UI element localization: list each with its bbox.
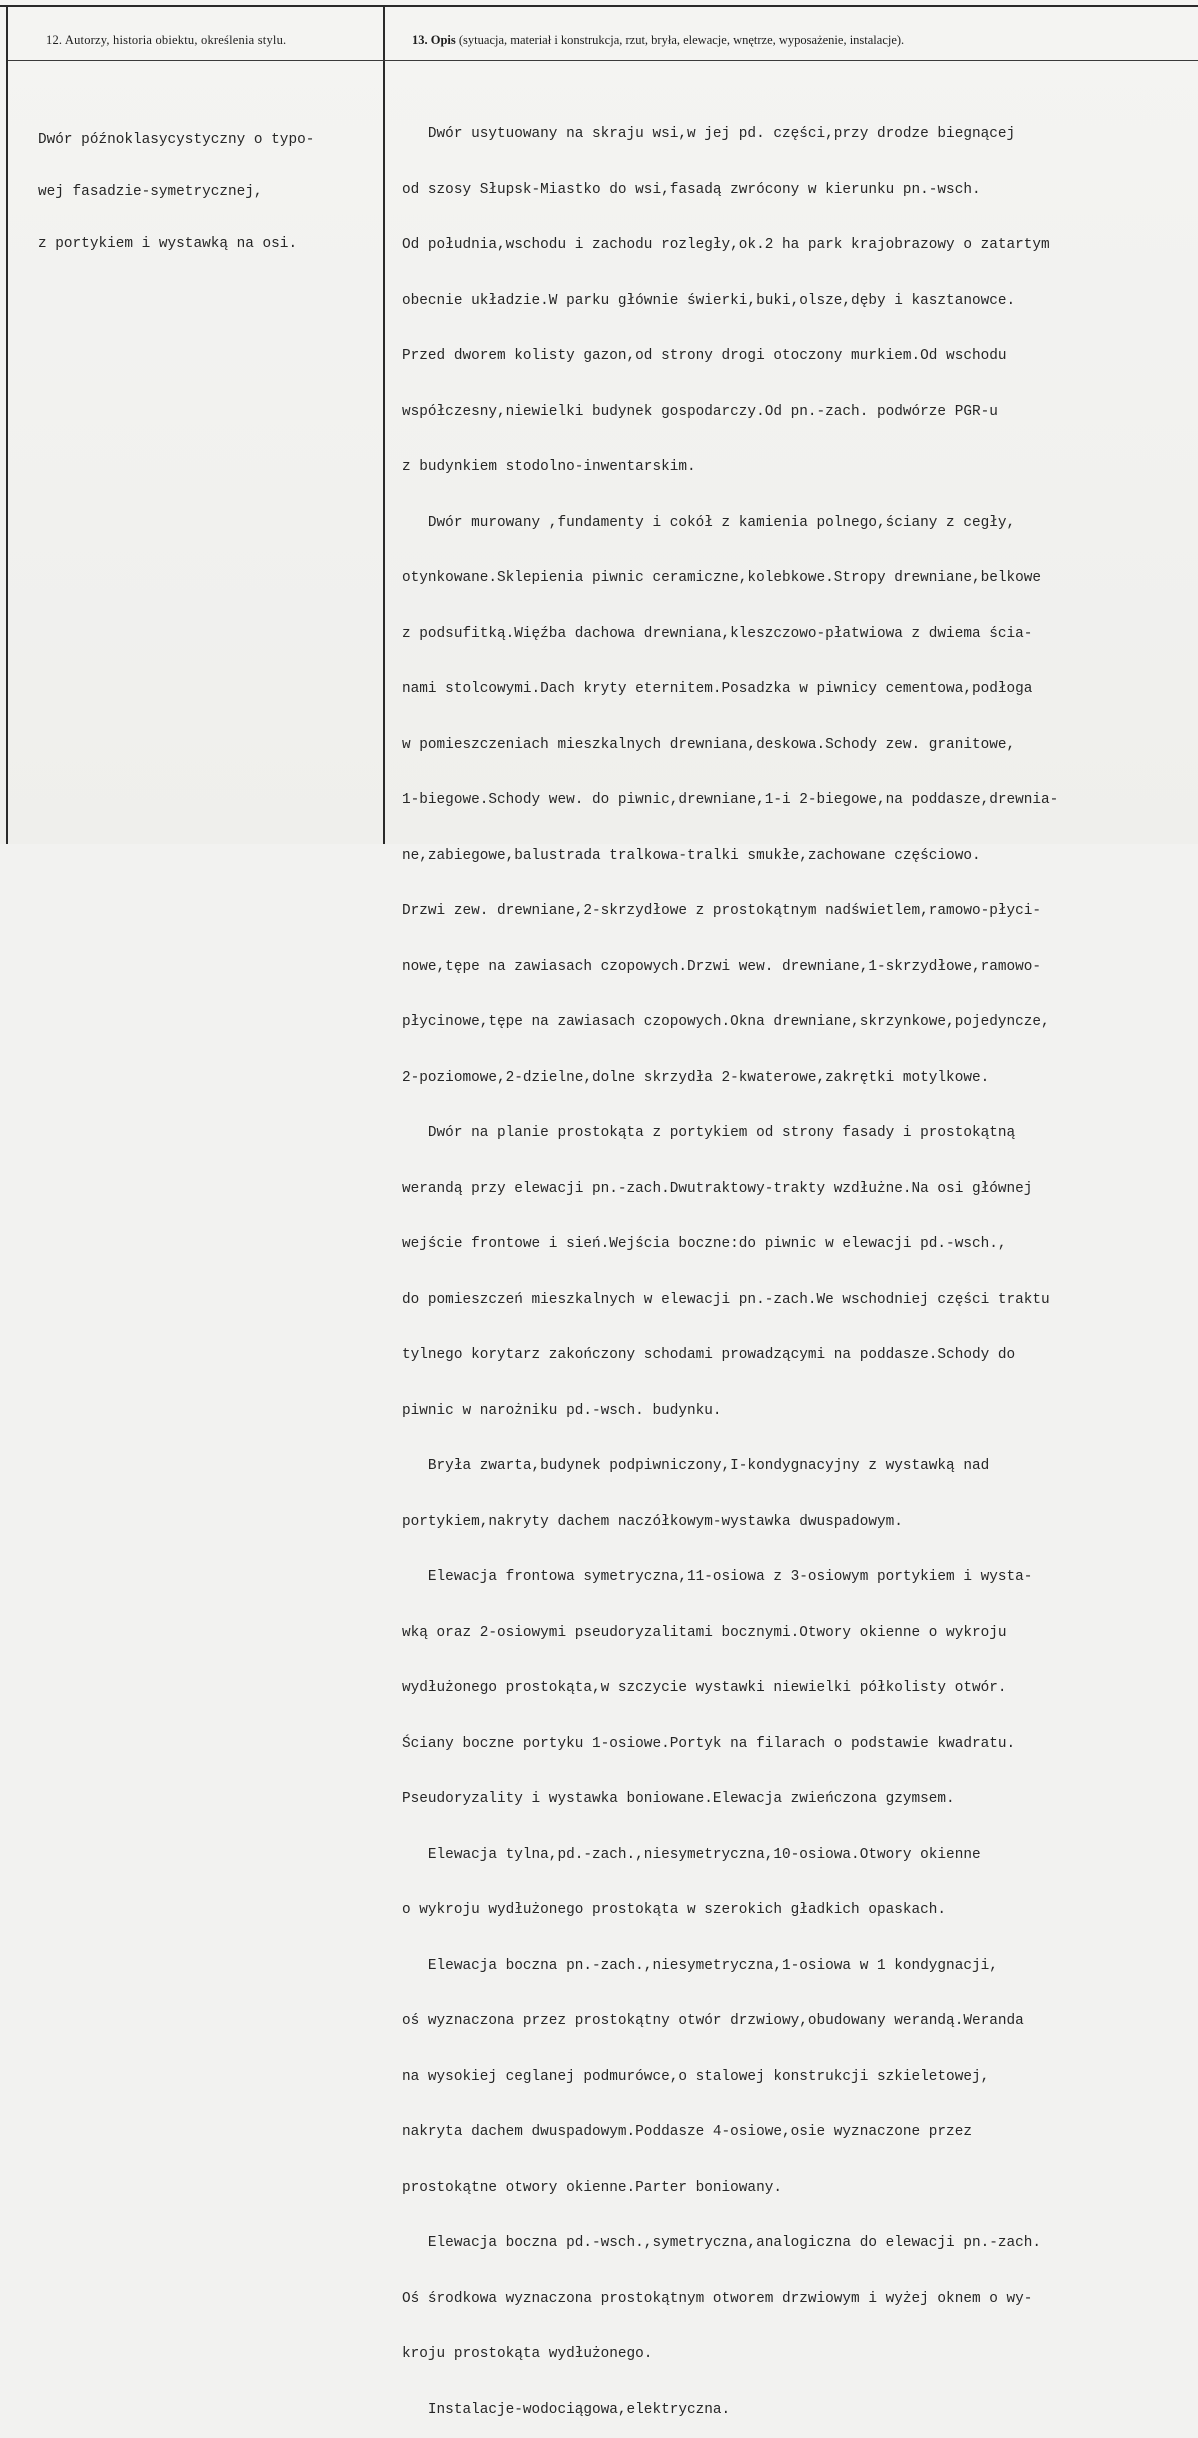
text-line: Elewacja boczna pd.-wsch.,symetryczna,analogiczna do elewacji pn.-zach. <box>402 2235 1042 2251</box>
text-line: Pseudoryzality i wystawka boniowane.Elewacja zwieńczona gzymsem. <box>402 1791 955 1807</box>
text-line: Elewacja tylna,pd.-zach.,niesymetryczna,10-osiowa.Otwory okienne <box>402 1846 981 1863</box>
text-line: Drzwi zew. drewniane,2-skrzydłowe z prostokątnym nadświetlem,ramowo-płyci- <box>402 903 1042 919</box>
section-12-header <box>46 33 286 48</box>
text-line: piwnic w narożniku pd.-wsch. budynku. <box>402 1402 722 1419</box>
text-line: Dwór na planie prostokąta z portykiem od strony fasady i prostokątną <box>402 1125 1016 1141</box>
text-line: Dwór późnoklasycystyczny o typo- <box>38 132 315 149</box>
text-line: Dwór murowany ,fundamenty i cokół z kamienia polnego,ściany z cegły, <box>402 514 1016 531</box>
column-divider <box>383 5 385 844</box>
text-line: tylnego korytarz zakończony schodami prowadzącymi na poddasze.Schody do <box>402 1347 1016 1363</box>
text-line: wejście frontowe i sień.Wejścia boczne:do piwnic w elewacji pd.-wsch., <box>402 1236 1007 1252</box>
section-13-label: (sytuacja, materiał i konstrukcja, rzut, bryła, elewacje, wnętrze, wyposażenie, instalacje). <box>458 33 905 47</box>
text-line: ne,zabiegowe,balustrada tralkowa-tralki smukłe,zachowane częściowo. <box>402 847 981 864</box>
text-line: do pomieszczeń mieszkalnych w elewacji pn.-zach.We wschodniej części traktu <box>402 1291 1050 1308</box>
text-line: otynkowane.Sklepienia piwnic ceramiczne,kolebkowe.Stropy drewniane,belkowe <box>402 570 1042 586</box>
text-line: w pomieszczeniach mieszkalnych drewniana,deskowa.Schody zew. granitowe, <box>402 736 1016 753</box>
frame-left-border <box>6 5 8 844</box>
text-line: Dwór usytuowany na skraju wsi,w jej pd. części,przy drodze biegnącej <box>402 126 1016 142</box>
text-line: portykiem,nakryty dachem naczółkowym-wystawka dwuspadowym. <box>402 1513 903 1530</box>
text-line: nakryta dachem dwuspadowym.Poddasze 4-osiowe,osie wyznaczone przez <box>402 2124 972 2140</box>
section-12-label: 12. Autorzy, historia obiektu, określenia stylu. <box>46 33 287 47</box>
text-line: prostokątne otwory okienne.Parter boniowany. <box>402 2179 782 2196</box>
header-rule <box>8 60 1198 61</box>
text-line: wką oraz 2-osiowymi pseudoryzalitami bocznymi.Otwory okienne o wykroju <box>402 1624 1007 1641</box>
text-line: z portykiem i wystawką na osi. <box>38 235 298 252</box>
text-line: kroju prostokąta wydłużonego. <box>402 2346 653 2362</box>
text-line: od szosy Słupsk-Miastko do wsi,fasadą zwrócony w kierunku pn.-wsch. <box>402 181 981 198</box>
style-description <box>38 98 314 270</box>
text-line: wydłużonego prostokąta,w szczycie wystawki niewielki półkolisty otwór. <box>402 1680 1007 1696</box>
text-line: z podsufitką.Więźba dachowa drewniana,kleszczowo-płatwiowa z dwiema ścia- <box>402 625 1033 642</box>
text-line: 2-poziomowe,2-dzielne,dolne skrzydła 2-kwaterowe,zakrętki motylkowe. <box>402 1069 990 1086</box>
text-line: na wysokiej ceglanej podmurówce,o stalowej konstrukcji szkieletowej, <box>402 2068 990 2085</box>
text-line: Od południa,wschodu i zachodu rozległy,ok.2 ha park krajobrazowy o zatartym <box>402 237 1050 253</box>
text-line: nowe,tępe na zawiasach czopowych.Drzwi wew. drewniane,1-skrzydłowe,ramowo- <box>402 958 1042 975</box>
text-line: wej fasadzie-symetrycznej, <box>38 184 263 200</box>
text-line: o wykroju wydłużonego prostokąta w szerokich gładkich opaskach. <box>402 1902 947 1918</box>
text-line: Elewacja frontowa symetryczna,11-osiowa z 3-osiowym portykiem i wysta- <box>402 1569 1033 1585</box>
text-line: Bryła zwarta,budynek podpiwniczony,I-kondygnacyjny z wystawką nad <box>402 1458 990 1474</box>
text-line: współczesny,niewielki budynek gospodarczy.Od pn.-zach. podwórze PGR-u <box>402 403 998 420</box>
text-line: obecnie układzie.W parku głównie świerki,buki,olsze,dęby i kasztanowce. <box>402 292 1016 309</box>
text-line: Elewacja boczna pn.-zach.,niesymetryczna,1-osiowa w 1 kondygnacji, <box>402 1957 998 1974</box>
building-description <box>402 88 1058 2438</box>
text-line: z budynkiem stodolno-inwentarskim. <box>402 459 696 475</box>
text-line: Oś środkowa wyznaczona prostokątnym otworem drzwiowym i wyżej oknem o wy- <box>402 2290 1033 2307</box>
text-line: werandą przy elewacji pn.-zach.Dwutraktowy-trakty wzdłużne.Na osi głównej <box>402 1180 1033 1197</box>
text-line: 1-biegowe.Schody wew. do piwnic,drewniane,1-i 2-biegowe,na poddasze,drewnia- <box>402 792 1059 808</box>
section-13-header <box>412 33 904 48</box>
text-line: płycinowe,tępe na zawiasach czopowych.Okna drewniane,skrzynkowe,pojedyncze, <box>402 1014 1050 1030</box>
text-line: oś wyznaczona przez prostokątny otwór drzwiowy,obudowany werandą.Weranda <box>402 2013 1024 2029</box>
text-line: nami stolcowymi.Dach kryty eternitem.Posadzka w piwnicy cementowa,podłoga <box>402 681 1033 697</box>
text-line: Ściany boczne portyku 1-osiowe.Portyk na filarach o podstawie kwadratu. <box>402 1735 1016 1752</box>
text-line: Przed dworem kolisty gazon,od strony drogi otoczony murkiem.Od wschodu <box>402 348 1007 364</box>
text-line: Instalacje-wodociągowa,elektryczna. <box>402 2401 731 2418</box>
section-13-number: 13. Opis <box>412 33 456 47</box>
frame-top-border <box>0 5 1198 7</box>
